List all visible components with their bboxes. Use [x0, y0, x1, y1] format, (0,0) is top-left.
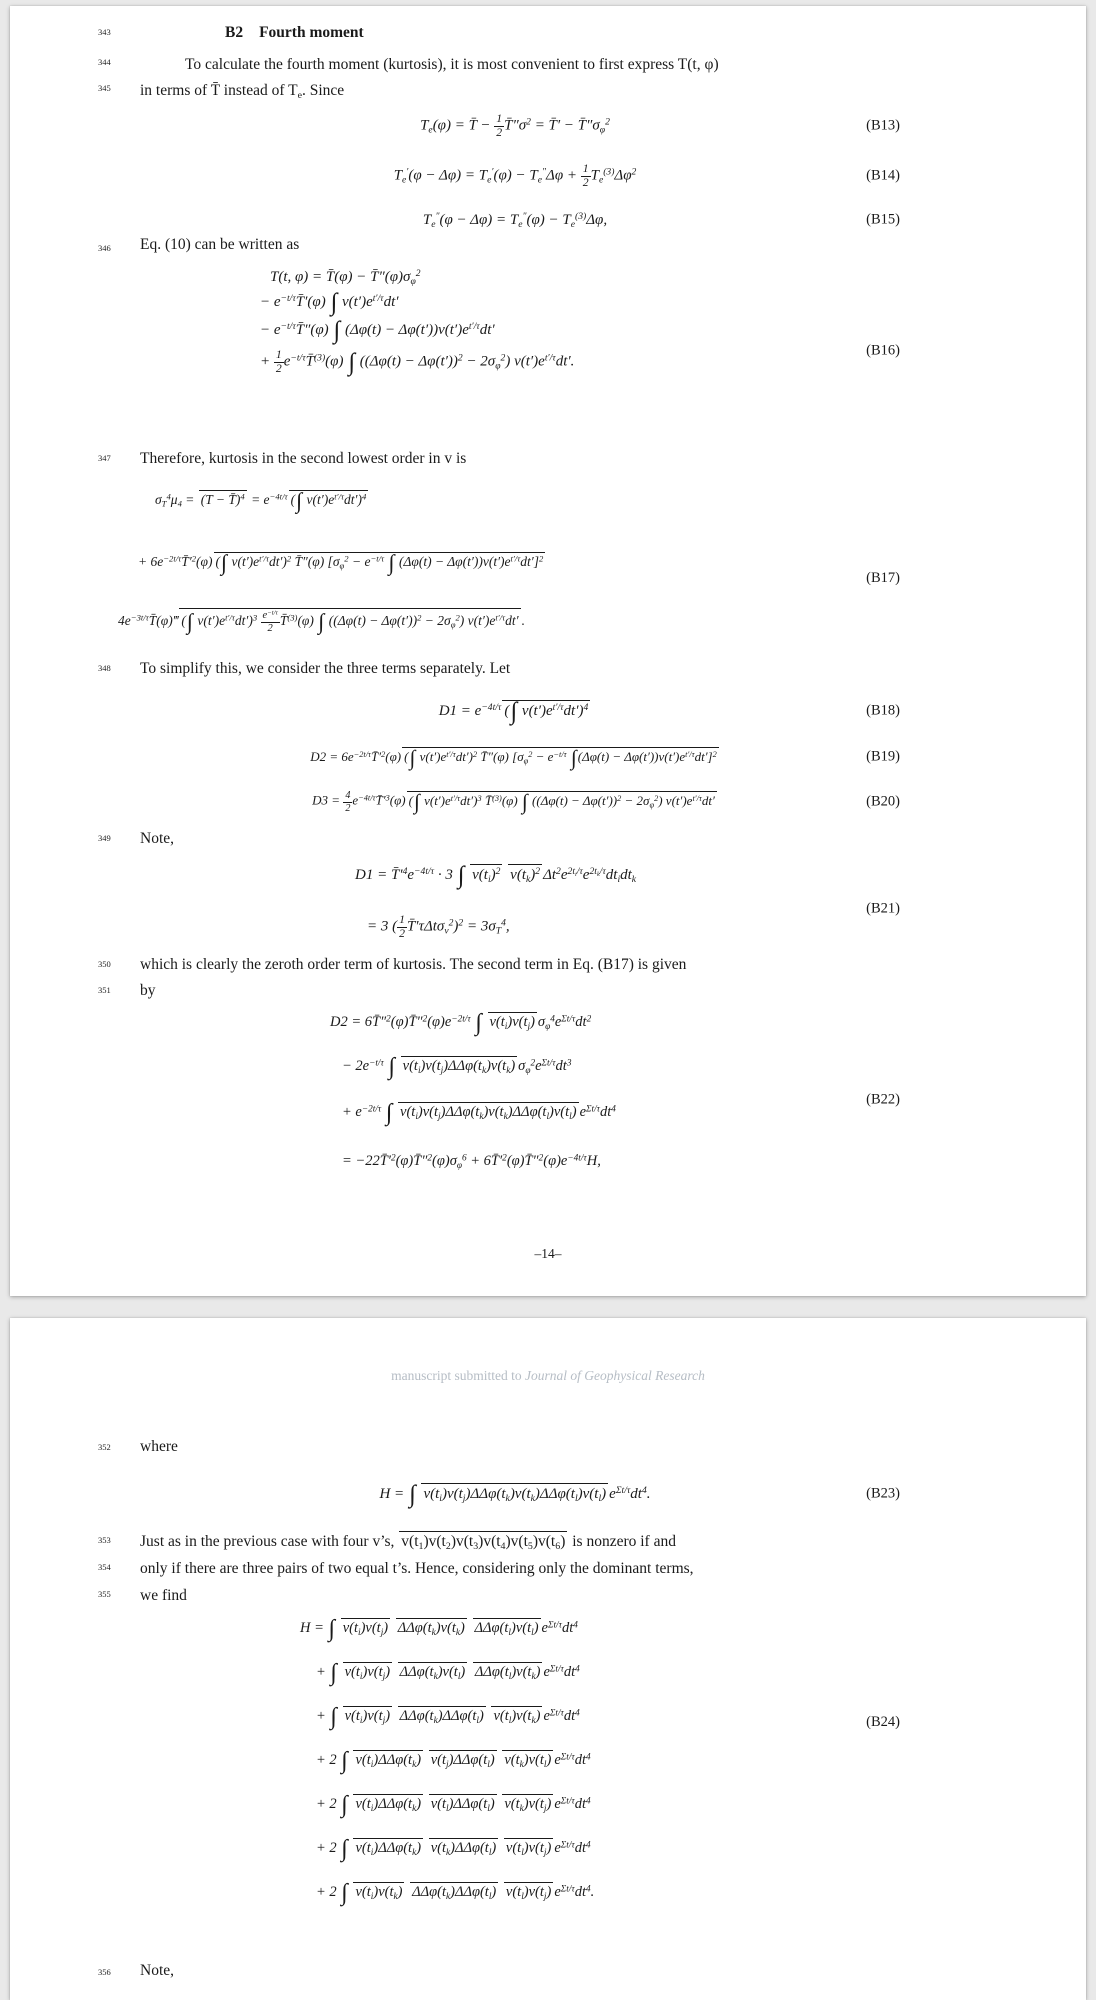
- equation-B23: [130, 1470, 900, 1518]
- equation-B22-line: − $2e^{-t/\tau}$ ∫ $v(t_i)v(t_j)\Delta\Delta\varphi(t_k)v(t_k)$ $\sigma_\varphi^2e^{\Sigma t/\tau}dt^3$: [342, 1054, 572, 1081]
- equation-B16-line: + $\frac{1}{2}$ $e^{-t/\tau}T̄^{(3)}(\varphi)$ ∫ $((\Delta\varphi(t) - \Delta\varphi(t'))^2 - 2\sigma_\varphi^2)$ $v(t')e^{t'/\tau}dt'$.: [260, 348, 575, 377]
- line-number: 347: [98, 453, 111, 463]
- equation-B21: [130, 860, 900, 958]
- equation-B20: [130, 780, 900, 824]
- paragraph-line: Note,: [140, 1962, 175, 1979]
- line-number: 351: [98, 985, 111, 995]
- paragraph-line: To calculate the fourth moment (kurtosis), it is most convenient to first express T(t, φ): [185, 56, 719, 73]
- equation-B23-body: H = ∫ $v(t_i)v(t_j)\Delta\Delta\varphi(t_k)v(t_k)\Delta\Delta\varphi(t_l)v(t_l)$ $e^{\Sigma t/\tau}dt^4$.: [379, 1481, 651, 1509]
- page-number: –14–: [534, 1246, 562, 1261]
- equation-B17-line: $\sigma_T^4\mu_4 = (T$ − T̄)$^4$ = $e^{-4t/\tau}$ (∫ $v(t')e^{t'/\tau}dt')^4$: [155, 488, 367, 513]
- paragraph-350: [140, 952, 970, 1004]
- equation-B16-tag: (B16): [866, 342, 900, 359]
- equation-B24-line: + 2 ∫ $v(t_i)\Delta\Delta\varphi(t_k)$ $v(t_k)\Delta\Delta\varphi(t_l)$ $v(t_l)v(t_j)$ $e^{\Sigma t/\tau}dt^4$: [316, 1836, 591, 1863]
- paragraph-line: Therefore, kurtosis in the second lowest order in v is: [140, 450, 467, 467]
- equation-B24-line: + 2 ∫ $v(t_i)\Delta\Delta\varphi(t_k)$ $v(t_j)\Delta\Delta\varphi(t_l)$ $v(t_k)v(t_l)$ $e^{\Sigma t/\tau}dt^4$: [316, 1748, 591, 1775]
- equation-B19-tag: (B19): [866, 748, 900, 765]
- equation-B16-line: − $e^{-t/\tau}T̄''(\varphi)$ ∫ $(\Delta\varphi(t) - \Delta\varphi(t'))v(t')e^{t'/\tau}dt'$: [260, 317, 495, 345]
- equation-B22-line: + $e^{-2t/\tau}$ ∫ $v(t_i)v(t_j)\Delta\Delta\varphi(t_k)v(t_k)\Delta\Delta\varphi(t_l)v(t_l)$ $e^{\Sigma t/\tau}dt^4$: [342, 1100, 616, 1127]
- equation-B13-body: $T_e(\varphi)$ = T̄ − $\frac{1}{2}$ $T̄''\sigma^2$ = T̄′ − $T̄''\sigma_\varphi^2$: [420, 111, 610, 139]
- equation-B13-tag: (B13): [866, 117, 900, 134]
- manuscript-page-14: [10, 6, 1086, 1296]
- equation-B24-line: + 2 ∫ $v(t_i)\Delta\Delta\varphi(t_k)$ $v(t_l)\Delta\Delta\varphi(t_l)$ $v(t_k)v(t_j)$ $e^{\Sigma t/\tau}dt^4$: [316, 1792, 591, 1819]
- section-heading: [225, 24, 364, 42]
- equation-B20-tag: (B20): [866, 793, 900, 810]
- equation-B23-tag: (B23): [866, 1485, 900, 1502]
- paragraph-line: To simplify this, we consider the three terms separately. Let: [140, 660, 511, 677]
- equation-B17-line: + $6e^{-2t/\tau}T̄'^2(\varphi)$ (∫ $v(t')e^{t'/\tau}dt')^2$ T̄″(φ) [$\sigma_\varphi^2 - e^{-t/\tau}$ ∫ $(\Delta\varphi(t) - \Delta\varphi(t'))v(t')e^{t'/\tau}dt']^2$: [138, 550, 544, 575]
- line-number: 348: [98, 663, 111, 673]
- equation-B22-line: = $-22T̄'^2(\varphi)T̄''^2(\varphi)\sigma_\varphi^6$ + $6T̄'^2(\varphi)T̄''^2(\varphi)e^{-4t/\tau}H$,: [342, 1153, 601, 1171]
- manuscript-page-15: [10, 1318, 1086, 2000]
- paragraph-line: Eq. (10) can be written as: [140, 236, 300, 253]
- paragraph-line: in terms of T̄ instead of $T_e$. Since: [140, 82, 345, 101]
- equation-B17-line: $4e^{-3t/\tau}T̄(\varphi)‴$ (∫ $v(t')e^{t'/\tau}dt')^3$ $\frac{e^{-t/\tau}}{2}$ T̄$^{(3)}$(φ) ∫ $((\Delta\varphi(t) - \Delta\varphi(t'))^2 - 2\sigma_\varphi^2)$ $v(t')e^{t'/\tau}dt'$ .: [118, 608, 525, 634]
- section-title: Fourth moment: [259, 24, 364, 41]
- section-number: B2: [225, 24, 244, 41]
- equation-B14-tag: (B14): [866, 167, 900, 184]
- paragraph-353: [140, 1528, 970, 1609]
- equation-B21-line: $D1 = T̄'^4e^{-4t/\tau} \cdot 3$ ∫ $v(t_i)^2$ $v(t_k)^2$ $\Delta t^2e^{2t_i/\tau}e^{2t_k/\tau}dt_idt_k$: [355, 862, 637, 890]
- equation-B21-tag: (B21): [866, 900, 900, 917]
- running-header-journal: Journal of Geophysical Research: [525, 1368, 705, 1383]
- running-header-prefix: manuscript submitted to: [391, 1368, 526, 1383]
- line-number: 343: [98, 27, 111, 37]
- paragraph-line: we find: [140, 1587, 187, 1604]
- equation-B21-line: = 3 ( $\frac{1}{2}$ T̄′τΔtσ$_v^2$)$^2$ = $3\sigma_T^4$,: [367, 913, 510, 940]
- paragraph-line: where: [140, 1438, 178, 1455]
- line-number: 350: [98, 959, 111, 969]
- equation-B19: [130, 734, 900, 780]
- equation-B22-line: $D2 = 6T̄''^2(\varphi)T̄''^2(\varphi)e^{-2t/\tau}$ ∫ $v(t_i)v(t_j)$ $\sigma_\varphi^4e^{\Sigma t/\tau}dt^2$: [330, 1010, 592, 1037]
- line-number: 353: [98, 1535, 111, 1545]
- equation-B14-body: $T_e'(\varphi - \Delta\varphi) = T_e'(\varphi) - T_e''\Delta\varphi$ + $\frac{1}{2}$ $T_e^{(3)}\Delta\varphi^2$: [393, 161, 637, 189]
- paragraph-347: [140, 446, 970, 472]
- paragraph-line: only if there are three pairs of two equal t’s. Hence, considering only the dominant terms,: [140, 1560, 694, 1577]
- line-number: 349: [98, 833, 111, 843]
- paragraph-346: [140, 232, 970, 258]
- line-number: 354: [98, 1562, 111, 1572]
- line-number: 356: [98, 1967, 111, 1977]
- paragraph-356: [140, 1958, 970, 1984]
- equation-B19-body: $D2 = 6e^{-2t/\tau}T̄'^2(\varphi)$ (∫ $v(t')e^{t'/\tau}dt')^2$ T̄″(φ) [$\sigma_\varphi^2 - e^{-t/\tau}$ $\int(\Delta\varphi(t) - \Delta\varphi(t'))v(t')e^{t'/\tau}dt']^2$: [310, 745, 717, 770]
- line-number: 355: [98, 1589, 111, 1599]
- equation-B15-body: $T_e''(\varphi - \Delta\varphi) = T_e''(\varphi) - T_e^{(3)}\Delta\varphi$,: [422, 210, 608, 230]
- line-number: 352: [98, 1442, 111, 1452]
- paragraph-line: which is clearly the zeroth order term of kurtosis. The second term in Eq. (B17) is given: [140, 956, 687, 973]
- equation-B22: [130, 1012, 900, 1188]
- equation-B18: [130, 688, 900, 734]
- equation-B18-tag: (B18): [866, 702, 900, 719]
- equation-B24-line: + ∫ $v(t_i)v(t_j)$ $\Delta\Delta\varphi(t_k)\Delta\Delta\varphi(t_l)$ $v(t_l)v(t_k)$ $e^{\Sigma t/\tau}dt^4$: [316, 1704, 580, 1731]
- paragraph-352: [140, 1434, 970, 1460]
- paragraph-line: Just as in the previous case with four v’s, $v(t_1)v(t_2)v(t_3)v(t_4)v(t_5)v(t_6)$ is nonzero if and: [140, 1533, 676, 1552]
- equation-B17-tag: (B17): [866, 570, 900, 586]
- paragraph-349: [140, 826, 970, 852]
- equation-B24-line: H = ∫ $v(t_i)v(t_j)$ $\Delta\Delta\varphi(t_k)v(t_k)$ $\Delta\Delta\varphi(t_l)v(t_l)$ $e^{\Sigma t/\tau}dt^4$: [300, 1616, 578, 1643]
- equation-B16-line: − $e^{-t/\tau}T̄'(\varphi)$ ∫ $v(t')e^{t'/\tau}dt'$: [260, 289, 399, 317]
- running-header: [10, 1368, 1086, 1384]
- equation-B24-line: + ∫ $v(t_i)v(t_j)$ $\Delta\Delta\varphi(t_k)v(t_l)$ $\Delta\Delta\varphi(t_l)v(t_k)$ $e^{\Sigma t/\tau}dt^4$: [316, 1660, 580, 1687]
- equation-B18-body: $D1 = e^{-4t/\tau}$ (∫ $v(t')e^{t'/\tau}dt')^4$: [438, 698, 589, 726]
- equation-B16-line: T(t, φ) = T̄(φ) − $T̄''(\varphi)\sigma_\varphi^2$: [270, 268, 421, 287]
- equation-B24-tag: (B24): [866, 1714, 900, 1730]
- paragraph-348: [140, 656, 970, 682]
- equation-B20-body: D3 = $\frac{4}{2}$ $e^{-4t/\tau}T̄'^3(\varphi)$ (∫ $v(t')e^{t'/\tau}dt')^3$ T̄$^{(3)}$(φ) ∫ $((\Delta\varphi(t) - \Delta\varphi(t'))^2 - 2\sigma_\varphi^2)$ $v(t')e^{t'/\tau}dt'$: [312, 789, 715, 814]
- equation-B24-line: + 2 ∫ $v(t_i)v(t_k)$ $\Delta\Delta\varphi(t_k)\Delta\Delta\varphi(t_l)$ $v(t_l)v(t_j)$ $e^{\Sigma t/\tau}dt^4$.: [316, 1880, 595, 1907]
- equation-B22-tag: (B22): [866, 1091, 900, 1108]
- equation-B13: [130, 100, 900, 152]
- line-number: 344: [98, 57, 111, 67]
- equation-B15-tag: (B15): [866, 211, 900, 228]
- paragraph-line: Note,: [140, 830, 175, 847]
- equation-B17: [118, 482, 900, 654]
- paragraph-intro: [140, 52, 970, 104]
- equation-B24: [130, 1618, 900, 1928]
- line-number: 345: [98, 83, 111, 93]
- paragraph-line: by: [140, 982, 156, 999]
- equation-B14: [130, 152, 900, 200]
- line-number: 346: [98, 243, 111, 253]
- equation-B16: [130, 268, 900, 434]
